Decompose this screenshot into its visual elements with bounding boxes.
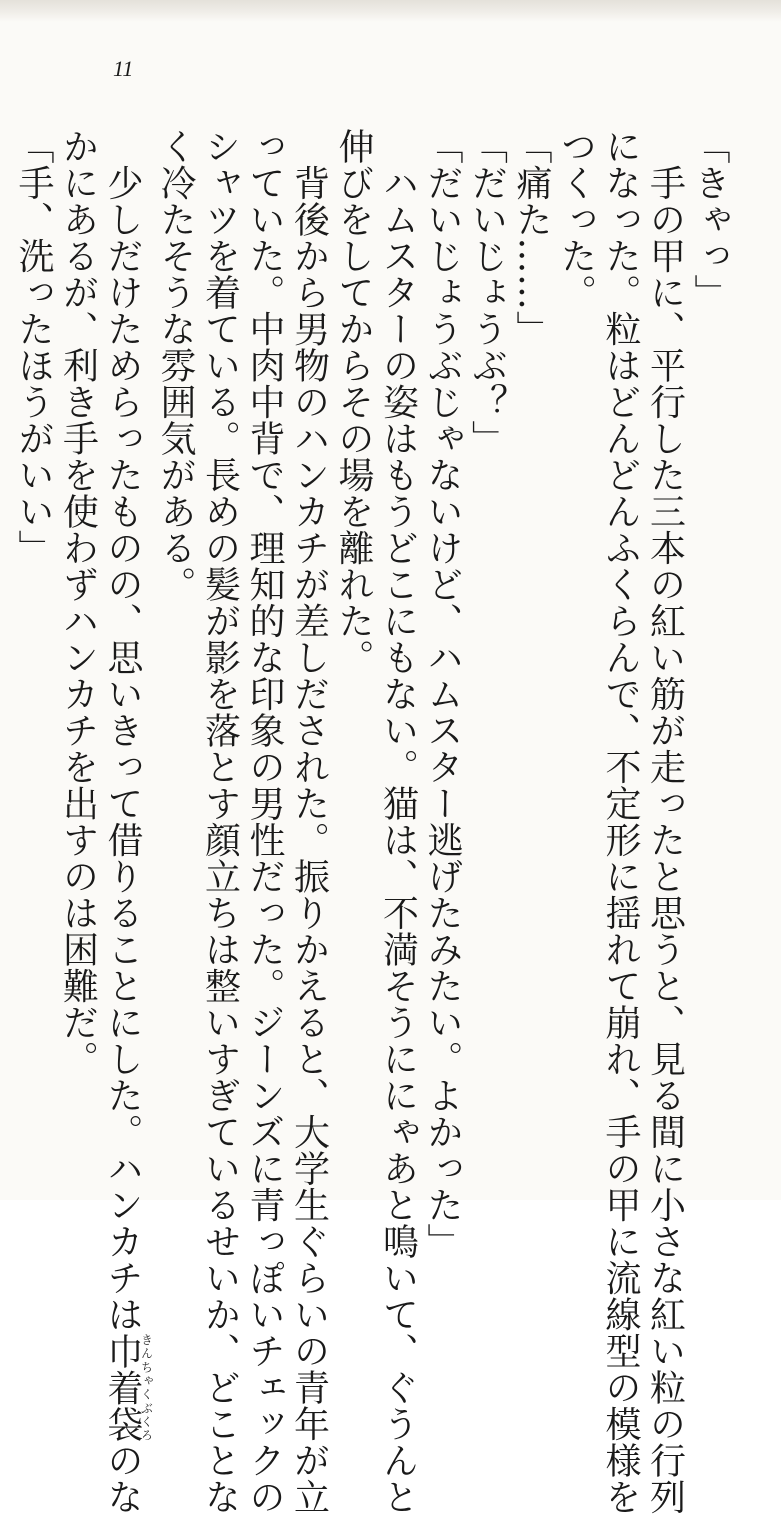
furigana-word xyxy=(102,1332,154,1443)
text-line-14-main: 少しだけためらったものの、思いきって借りることにした。ハンカチは xyxy=(102,128,143,1333)
text-line-16: 「手、洗ったほうがいい」 xyxy=(13,128,54,566)
text-line-2: 手の甲に、平行した三本の紅い筋が走ったと思うと、見る間に小さな紅い粒の行列 xyxy=(644,128,686,1515)
text-line-9: 伸びをしてからその場を離れた。 xyxy=(333,128,374,676)
furigana-reading: きんちゃくぶくろ xyxy=(139,1332,154,1442)
text-line-8: ハムスターの姿はもうどこにもない。猫は、不満そうににゃあと鳴いて、ぐうんと xyxy=(377,128,419,1515)
text-line-1: 「きゃっ」 xyxy=(689,128,730,311)
text-line-13: く冷たそうな雰囲気がある。 xyxy=(155,128,196,603)
text-line-6: 「だいじょうぶ？」 xyxy=(466,128,508,457)
text-line-5: 「痛た……」 xyxy=(511,128,552,347)
text-line-4: つくった。 xyxy=(555,128,597,311)
furigana-base: 巾着袋 xyxy=(102,1332,143,1442)
text-line-3: になった。粒はどんどんふくらんで、不定形に揺れて崩れ、手の甲に流線型の模様を xyxy=(600,128,641,1515)
text-line-15: かにあるが、利き手を使わずハンカチを出すのは困難だ。 xyxy=(57,128,99,1077)
text-line-11: っていた。中肉中背で、理知的な印象の男性だった。ジーンズに青っぽいチェックの xyxy=(244,128,285,1515)
scan-edge-shadow xyxy=(0,0,781,22)
vertical-text-body xyxy=(13,128,731,1515)
text-line-12: シャツを着ている。長めの髪が影を落とす顔立ちは整いすぎているせいか、どことな xyxy=(199,128,241,1515)
text-line-10: 背後から男物のハンカチが差しだされた。振りかえると、大学生ぐらいの青年が立 xyxy=(288,128,330,1515)
text-line-14-tail: のな xyxy=(102,1442,143,1515)
text-line-14 xyxy=(100,128,154,1515)
text-line-7: 「だいじょうぶじゃないけど、ハムスター逃げたみたい。よかった」 xyxy=(422,128,463,1260)
page-number: 11 xyxy=(113,56,134,81)
